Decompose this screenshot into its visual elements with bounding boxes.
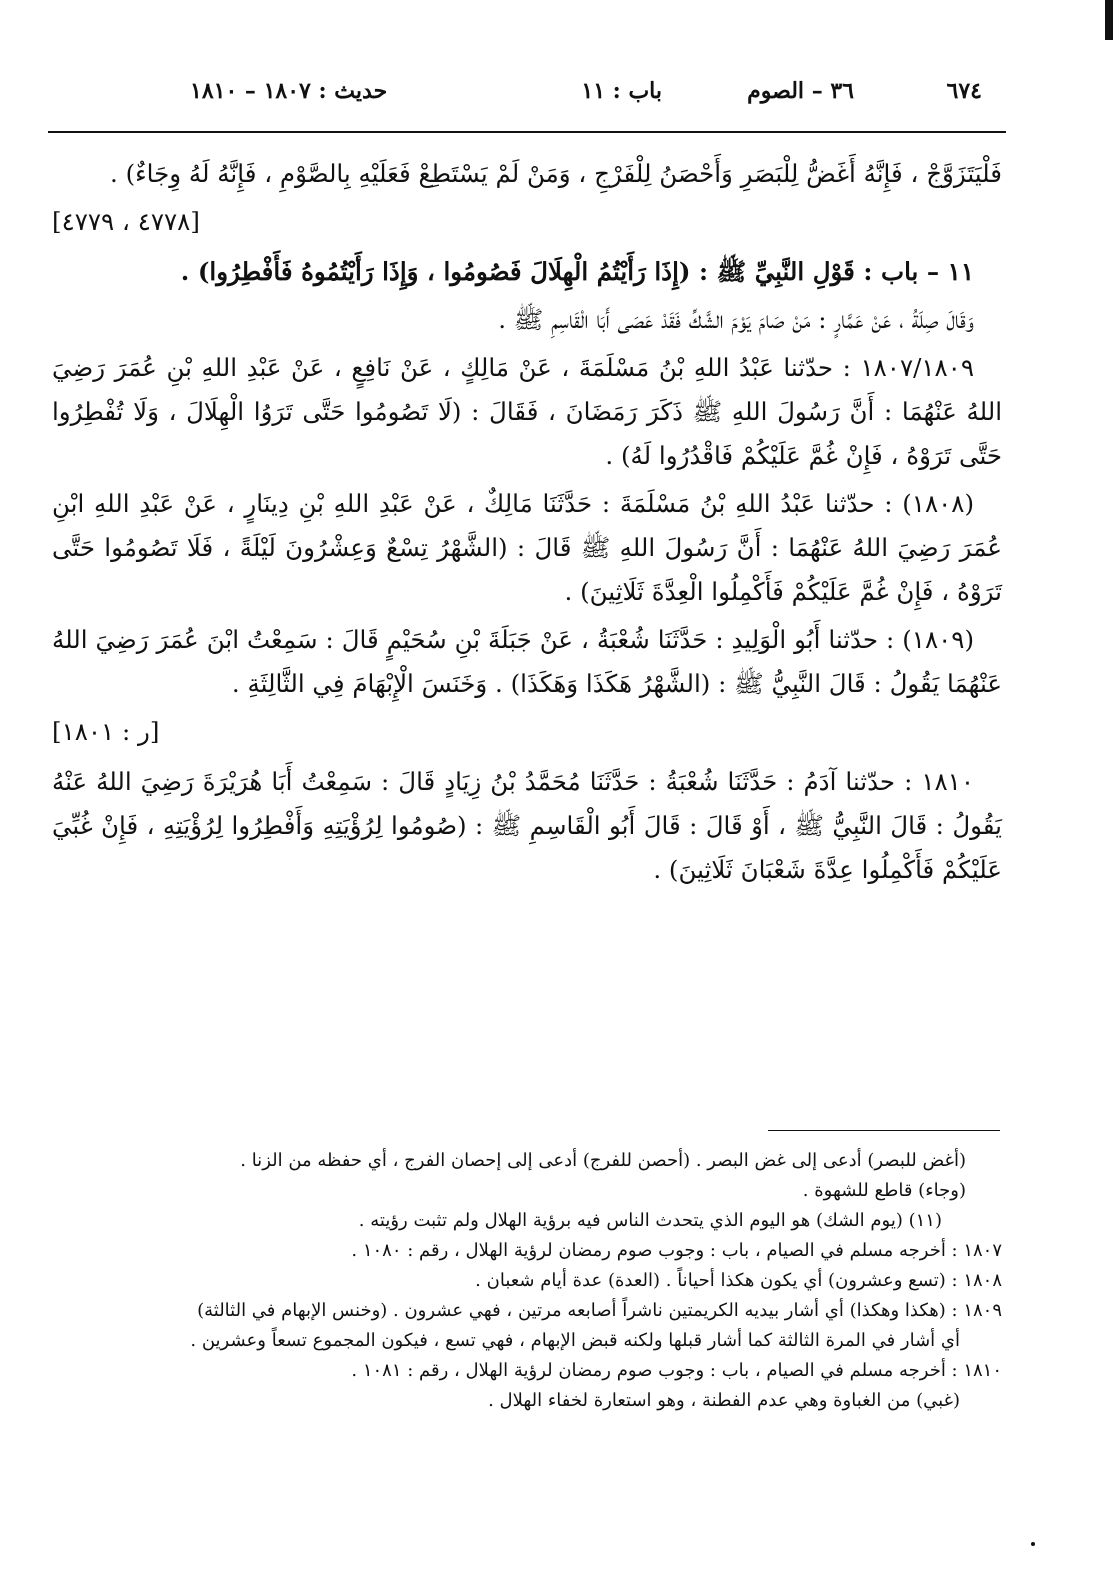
footnote-line: ١٨٠٨ : (تسع وعشرون) أي يكون هكذا أحياناً . (العدة) عدة أيام شعبان . bbox=[475, 1270, 1002, 1291]
hadith-1809: (١٨٠٩) : حدّثنا أَبُو الْوَلِيدِ : حَدَّثَنَا شُعْبَةُ ، عَنْ جَبَلَةَ بْنِ سُحَيْمٍ قَالَ : سَمِعْتُ ابْنَ عُمَرَ رَضِيَ اللهُ عَنْهُمَا يَقُولُ : قَالَ النَّبِيُّ ﷺ : (الشَّهْرُ هَكَذَا وَهَكَذَا) . وَخَنَسَ الْإِبْهَامَ فِي الثَّالِثَةِ . bbox=[52, 625, 1002, 698]
cross-reference: [٤٧٧٨ ، ٤٧٧٩] bbox=[52, 207, 200, 236]
running-header bbox=[190, 78, 982, 112]
hadith-range: حديث : ١٨٠٧ – ١٨١٠ bbox=[190, 78, 388, 104]
footnote-line: (غبي) من الغباوة وهي عدم الفطنة ، وهو استعارة لخفاء الهلال . bbox=[488, 1390, 960, 1411]
hadith-1807: ١٨٠٧/١٨٠٩ : حدّثنا عَبْدُ اللهِ بْنُ مَسْلَمَةَ ، عَنْ مَالِكٍ ، عَنْ نَافِعٍ ، عَنْ عَبْدِ اللهِ بْنِ عُمَرَ رَضِيَ اللهُ عَنْهُمَا : أَنَّ رَسُولَ اللهِ ﷺ ذَكَرَ رَمَضَانَ ، فَقَالَ : (لَا تَصُومُوا حَتَّى تَرَوُا الْهِلَالَ ، وَلَا تُفْطِرُوا حَتَّى تَرَوْهُ ، فَإِنْ غُمَّ عَلَيْكُمْ فَاقْدُرُوا لَهُ) . bbox=[52, 353, 1002, 470]
header-rule bbox=[48, 131, 1006, 133]
footnotes bbox=[52, 1146, 1002, 1416]
main-text bbox=[52, 152, 1002, 896]
footnote-line: (١١) (يوم الشك) هو اليوم الذي يتحدث الناس فيه برؤية الهلال ولم تثبت رؤيته . bbox=[358, 1210, 942, 1231]
mualaq-paragraph: وَقَالَ صِلَةُ ، عَنْ عَمَّارٍ : مَنْ صَامَ يَوْمَ الشَّكِّ فَقَدْ عَصَى أَبَا الْقَاسِمِ ﷺ . bbox=[498, 305, 974, 334]
footnote-line: (وجاء) قاطع للشهوة . bbox=[802, 1180, 966, 1201]
continuation-paragraph: فَلْيَتَزَوَّجْ ، فَإِنَّهُ أَغَضُّ لِلْبَصَرِ وَأَحْصَنُ لِلْفَرْجِ ، وَمَنْ لَمْ يَسْتَطِعْ فَعَلَيْهِ بِالصَّوْمِ ، فَإِنَّهُ لَهُ وِجَاءٌ) . bbox=[110, 159, 1002, 188]
footnote-line: (أغض للبصر) أدعى إلى غض البصر . (أحصن للفرج) أدعى إلى إحصان الفرج ، أي حفظه من الزنا . bbox=[240, 1150, 966, 1171]
page-edge-mark bbox=[1105, 0, 1113, 40]
footnote-line: أي أشار في المرة الثالثة كما أشار قبلها ولكنه قبض الإبهام ، فهي تسع ، فيكون المجموع تسعاً وعشرين . bbox=[190, 1330, 960, 1351]
hadith-1808: (١٨٠٨) : حدّثنا عَبْدُ اللهِ بْنُ مَسْلَمَةَ : حَدَّثَنَا مَالِكٌ ، عَنْ عَبْدِ اللهِ بْنِ دِينَارٍ ، عَنْ عَبْدِ اللهِ ابْنِ عُمَرَ رَضِيَ اللهُ عَنْهُمَا : أَنَّ رَسُولَ اللهِ ﷺ قَالَ : (الشَّهْرُ تِسْعٌ وَعِشْرُونَ لَيْلَةً ، فَلَا تَصُومُوا حَتَّى تَرَوْهُ ، فَإِنْ غُمَّ عَلَيْكُمْ فَأَكْمِلُوا الْعِدَّةَ ثَلَاثِينَ) . bbox=[52, 489, 1002, 606]
book-title: ٣٦ – الصوم bbox=[747, 78, 854, 104]
footnote-line: ١٨٠٩ : (هكذا وهكذا) أي أشار بيديه الكريمتين ناشراً أصابعه مرتين ، فهي عشرون . (وخنس الإبهام في الثالثة) bbox=[197, 1300, 1002, 1321]
footnote-line: ١٨٠٧ : أخرجه مسلم في الصيام ، باب : وجوب صوم رمضان لرؤية الهلال ، رقم : ١٠٨٠ . bbox=[351, 1240, 1002, 1261]
footnote-line: ١٨١٠ : أخرجه مسلم في الصيام ، باب : وجوب صوم رمضان لرؤية الهلال ، رقم : ١٠٨١ . bbox=[351, 1360, 1002, 1381]
chapter-number: باب : ١١ bbox=[581, 78, 662, 104]
cross-reference: [ر : ١٨٠١] bbox=[52, 717, 160, 746]
chapter-heading: ١١ – باب : قَوْلِ النَّبِيِّ ﷺ : (إِذَا رَأَيْتُمُ الْهِلَالَ فَصُومُوا ، وَإِذَا رَأَيْتُمُوهُ فَأَفْطِرُوا) . bbox=[180, 257, 974, 286]
page-mark bbox=[1031, 1542, 1035, 1546]
page-number: ٦٧٤ bbox=[946, 78, 982, 104]
footnote-rule bbox=[768, 1130, 1000, 1131]
hadith-1810: ١٨١٠ : حدّثنا آدَمُ : حَدَّثَنَا شُعْبَةُ : حَدَّثَنَا مُحَمَّدُ بْنُ زِيَادٍ قَالَ : سَمِعْتُ أَبَا هُرَيْرَةَ رَضِيَ اللهُ عَنْهُ يَقُولُ : قَالَ النَّبِيُّ ﷺ ، أَوْ قَالَ : قَالَ أَبُو الْقَاسِمِ ﷺ : (صُومُوا لِرُؤْيَتِهِ وَأَفْطِرُوا لِرُؤْيَتِهِ ، فَإِنْ غُبِّيَ عَلَيْكُمْ فَأَكْمِلُوا عِدَّةَ شَعْبَانَ ثَلَاثِينَ) . bbox=[52, 767, 1002, 884]
